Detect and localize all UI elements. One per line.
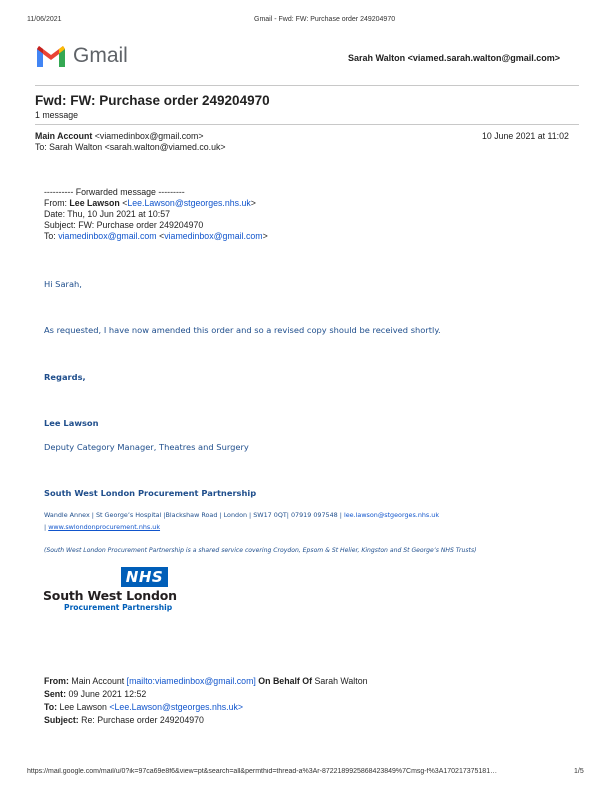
body-paragraph: As requested, I have now amended this order and so a revised copy should be received shortly. [44, 325, 441, 335]
forward-date: Date: Thu, 10 Jun 2021 at 10:57 [44, 209, 171, 219]
quoted-sent-label: Sent: [44, 689, 66, 699]
message-date: 10 June 2021 at 11:02 [482, 131, 569, 141]
forward-from-label: From: [44, 198, 67, 208]
message-to: To: Sarah Walton <sarah.walton@viamed.co.uk> [35, 142, 226, 152]
quoted-to-name: Lee Lawson [59, 702, 107, 712]
signature-address-text: Wandle Annex | St George’s Hospital |Blackshaw Road | London | SW17 0QT| 07919 097548 | [44, 511, 342, 519]
signature-address [44, 511, 439, 519]
quoted-behalf-name: Sarah Walton [314, 676, 368, 686]
quoted-mailto-link[interactable]: [mailto:viamedinbox@gmail.com] [126, 676, 256, 686]
signature-name: Lee Lawson [44, 418, 99, 428]
forward-to-email-link[interactable]: viamedinbox@gmail.com [58, 231, 157, 241]
quoted-to [44, 702, 243, 712]
nhs-logo-sub: Procurement Partnership [64, 603, 173, 612]
quoted-to-label: To: [44, 702, 58, 712]
message-count: 1 message [35, 110, 79, 120]
signature-website-link[interactable]: www.swlondonprocurement.nhs.uk [48, 523, 161, 531]
quoted-subject-label: Subject: [44, 715, 79, 725]
forward-from-email-link[interactable]: Lee.Lawson@stgeorges.nhs.uk [127, 198, 251, 208]
signature-email-link[interactable]: lee.lawson@stgeorges.nhs.uk [343, 511, 440, 519]
gmail-logo-text: Gmail [73, 44, 128, 67]
nhs-logo-icon [121, 567, 168, 587]
forward-to-gt: > [262, 231, 268, 241]
subject-divider [35, 124, 579, 125]
forward-from-gt: > [250, 198, 256, 208]
signature-pipe: | [44, 523, 47, 531]
forward-from [44, 198, 256, 209]
forward-to-label: To: [44, 231, 56, 241]
body-greeting: Hi Sarah, [44, 279, 82, 289]
signature-website-line [44, 523, 160, 531]
quoted-from [44, 676, 368, 686]
forward-from-lt: < [122, 198, 128, 208]
account-label: Sarah Walton <viamed.sarah.walton@gmail.com> [348, 53, 561, 63]
thread-subject: Fwd: FW: Purchase order 249204970 [35, 93, 270, 108]
gmail-logo-icon [35, 43, 67, 69]
nhs-logo-main: South West London [43, 588, 177, 603]
forward-separator: ---------- Forwarded message --------- [44, 187, 185, 197]
quoted-to-email-link[interactable]: <Lee.Lawson@stgeorges.nhs.uk> [109, 702, 244, 712]
print-title: Gmail - Fwd: FW: Purchase order 249204970 [254, 16, 396, 23]
forward-to-email-link-2[interactable]: viamedinbox@gmail.com [164, 231, 263, 241]
sender-name: Main Account [35, 131, 93, 141]
quoted-from-name: Main Account [71, 676, 125, 686]
print-date: 11/06/2021 [27, 16, 62, 23]
body-regards: Regards, [44, 372, 86, 382]
signature-title: Deputy Category Manager, Theatres and Surgery [44, 442, 249, 452]
forward-to [44, 231, 268, 242]
header-divider [35, 85, 579, 86]
nhs-logo-text: NHS [125, 568, 164, 586]
forward-to-lt: < [159, 231, 165, 241]
quoted-from-label: From: [44, 676, 69, 686]
quoted-sent [44, 689, 146, 699]
print-url: https://mail.google.com/mail/u/0?ik=97ca69e8f6&view=pt&search=all&permthid=thread-a%3Ar-8722189925868423849%7Cmsg-f%3A170217375181… [27, 768, 498, 775]
signature-disclaimer: (South West London Procurement Partnership is a shared service covering Croydon, Epsom & St Helier, Kingston and St George’s NHS Trusts) [44, 547, 477, 554]
sender-email: <viamedinbox@gmail.com> [94, 131, 204, 141]
signature-org: South West London Procurement Partnership [44, 488, 257, 498]
forward-subject: Subject: FW: Purchase order 249204970 [44, 220, 204, 230]
forward-from-name: Lee Lawson [69, 198, 120, 208]
quoted-sent-value: 09 June 2021 12:52 [68, 689, 147, 699]
print-page-number: 1/5 [574, 768, 584, 775]
quoted-subject-value: Re: Purchase order 249204970 [81, 715, 204, 725]
quoted-subject [44, 715, 204, 725]
message-from [35, 131, 203, 141]
quoted-behalf-label: On Behalf Of [258, 676, 313, 686]
